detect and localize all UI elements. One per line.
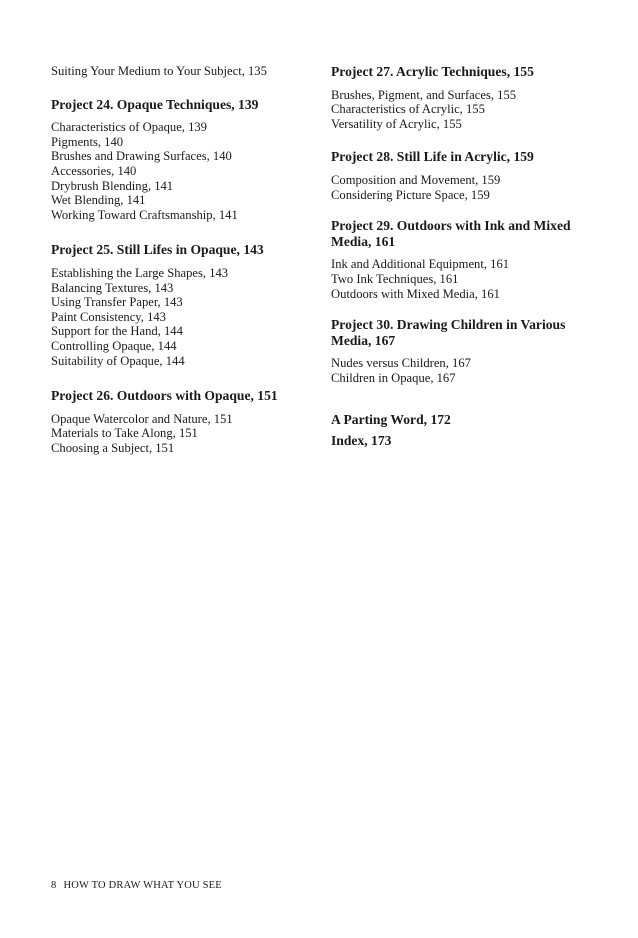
toc-section-project-24 — [51, 97, 313, 223]
toc-section-project-25 — [51, 242, 313, 368]
toc-entry: Working Toward Craftsmanship, 141 — [51, 207, 238, 222]
toc-entry: Considering Picture Space, 159 — [331, 187, 490, 202]
toc-heading: Project 29. Outdoors with Ink and Mixed Media, 161 — [331, 218, 571, 249]
toc-entry: Ink and Additional Equipment, 161 — [331, 257, 510, 272]
toc-entry: Brushes, Pigment, and Surfaces, 155 — [331, 87, 517, 102]
toc-entry: Suiting Your Medium to Your Subject, 135 — [51, 64, 267, 78]
toc-entry: Accessories, 140 — [51, 163, 137, 178]
toc-entry: Controlling Opaque, 144 — [51, 338, 177, 353]
toc-entry: Characteristics of Opaque, 139 — [51, 120, 207, 135]
toc-entry: Outdoors with Mixed Media, 161 — [331, 286, 500, 301]
toc-heading: Project 28. Still Life in Acrylic, 159 — [331, 149, 534, 165]
toc-entry: Using Transfer Paper, 143 — [51, 295, 183, 310]
toc-heading-parting-word: A Parting Word, 172 — [331, 411, 451, 427]
toc-entry: Balancing Textures, 143 — [51, 280, 174, 295]
toc-entry: Nudes versus Children, 167 — [331, 356, 471, 371]
running-title: HOW TO DRAW WHAT YOU SEE — [63, 880, 222, 891]
page-number: 8 — [51, 880, 57, 891]
toc-entry: Drybrush Blending, 141 — [51, 178, 174, 193]
toc-entry: Choosing a Subject, 151 — [51, 440, 175, 455]
toc-entry: Wet Blending, 141 — [51, 193, 146, 208]
toc-entry: Materials to Take Along, 151 — [51, 426, 198, 441]
toc-section-project-30 — [331, 317, 601, 385]
toc-section-project-29 — [331, 218, 601, 301]
toc-section-project-26 — [51, 388, 313, 455]
toc-heading: Project 30. Drawing Children in Various Media, 167 — [331, 317, 566, 348]
toc-right-column — [331, 64, 601, 449]
toc-entry: Support for the Hand, 144 — [51, 324, 183, 339]
toc-left-column — [51, 64, 313, 455]
toc-heading: Project 26. Outdoors with Opaque, 151 — [51, 388, 278, 404]
toc-section-project-28 — [331, 149, 601, 202]
toc-heading: Project 25. Still Lifes in Opaque, 143 — [51, 242, 264, 258]
toc-entry: Versatility of Acrylic, 155 — [331, 116, 462, 131]
toc-entry: Opaque Watercolor and Nature, 151 — [51, 411, 233, 426]
toc-section-project-27 — [331, 64, 601, 131]
page-footer — [51, 880, 222, 891]
toc-entry: Suitability of Opaque, 144 — [51, 353, 185, 368]
toc-heading: Project 27. Acrylic Techniques, 155 — [331, 64, 534, 79]
toc-entry: Characteristics of Acrylic, 155 — [331, 102, 485, 117]
toc-entry: Two Ink Techniques, 161 — [331, 271, 459, 286]
toc-entry: Brushes and Drawing Surfaces, 140 — [51, 149, 232, 164]
toc-heading-index: Index, 173 — [331, 433, 392, 449]
toc-entry: Paint Consistency, 143 — [51, 309, 166, 324]
toc-entry: Pigments, 140 — [51, 134, 124, 149]
toc-entry: Children in Opaque, 167 — [331, 370, 456, 385]
toc-heading: Project 24. Opaque Techniques, 139 — [51, 96, 259, 112]
toc-entry: Composition and Movement, 159 — [331, 172, 501, 187]
toc-entry: Establishing the Large Shapes, 143 — [51, 265, 229, 280]
